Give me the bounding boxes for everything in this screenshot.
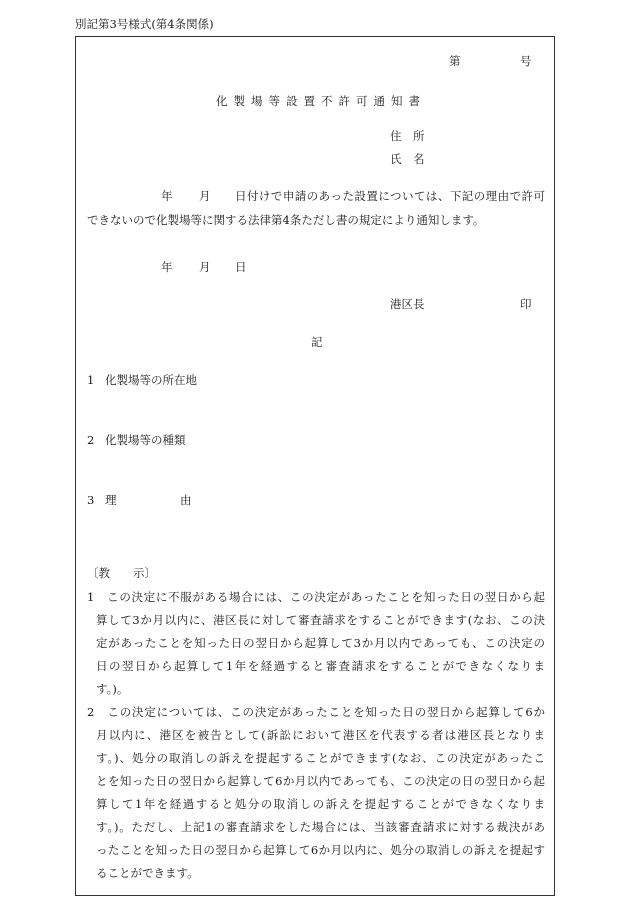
- instruction-p1-line-5: す。)。: [96, 682, 129, 696]
- address-label: 住 所: [390, 129, 425, 143]
- instruction-p2-line-4: とを知った日の翌日から起算して6か月以内であっても、この決定の日の翌日から起: [96, 774, 545, 788]
- instruction-p1-line-1: 1 この決定に不服がある場合には、この決定があったことを知った日の翌日から起: [87, 590, 545, 604]
- instruction-p2-line-7: ったことを知った日の翌日から起算して6か月以内に、処分の取消しの訴えを提起す: [96, 843, 545, 857]
- number-go: 号: [520, 54, 532, 68]
- instruction-p1-line-4: 日の翌日から起算して1年を経過すると審査請求をすることができなくなりま: [96, 659, 545, 673]
- body-month: 月: [199, 189, 211, 203]
- item-3-number: 3: [87, 493, 95, 507]
- date-year: 年: [161, 260, 173, 274]
- ki-heading: 記: [311, 335, 323, 349]
- instruction-p2-line-6: す。)。ただし、上記1の審査請求をした場合には、当該審査請求に対する裁決があ: [96, 820, 545, 834]
- item-1-label: 化製場等の所在地: [105, 373, 197, 387]
- signatory-title: 港区長: [390, 297, 425, 311]
- body-line-1: 日付けで申請のあった設置については、下記の理由で許可: [235, 189, 545, 203]
- instruction-heading: 〔教 示〕: [87, 566, 156, 580]
- item-2-label: 化製場等の種類: [105, 433, 186, 447]
- date-month: 月: [199, 260, 211, 274]
- instruction-p2-line-3: す。)、処分の取消しの訴えを提起することができます(なお、この決定があったこ: [96, 751, 545, 765]
- form-number-label: 別記第3号様式(第4条関係): [75, 17, 214, 31]
- instruction-p2-line-5: 算して1年を経過すると処分の取消しの訴えを提起することができなくなりま: [96, 797, 545, 811]
- date-day: 日: [235, 260, 247, 274]
- item-2-number: 2: [87, 433, 95, 447]
- document-title: 化製場等設置不許可通知書: [216, 94, 426, 108]
- number-dai: 第: [449, 54, 461, 68]
- body-line-2: できないので化製場等に関する法律第4条ただし書の規定により通知します。: [87, 213, 485, 227]
- instruction-p2-line-8: ることができます。: [96, 866, 199, 880]
- instruction-p2-line-1: 2 この決定については、この決定があったことを知った日の翌日から起算して6か: [87, 705, 545, 719]
- item-3-label-b: 由: [180, 493, 192, 507]
- instruction-p2-line-2: 月以内に、港区を被告として(訴訟において港区を代表する者は港区長となりま: [96, 728, 545, 742]
- seal-mark: 印: [520, 297, 532, 311]
- instruction-p1-line-2: 算して3か月以内に、港区長に対して審査請求をすることができます(なお、この決: [96, 613, 545, 627]
- name-label: 氏 名: [390, 152, 425, 166]
- item-1-number: 1: [87, 373, 95, 387]
- item-3-label-a: 理: [105, 493, 117, 507]
- body-year: 年: [161, 189, 173, 203]
- instruction-p1-line-3: 定があったことを知った日の翌日から起算して3か月以内であっても、この決定の: [96, 636, 545, 650]
- document-frame: [75, 36, 555, 896]
